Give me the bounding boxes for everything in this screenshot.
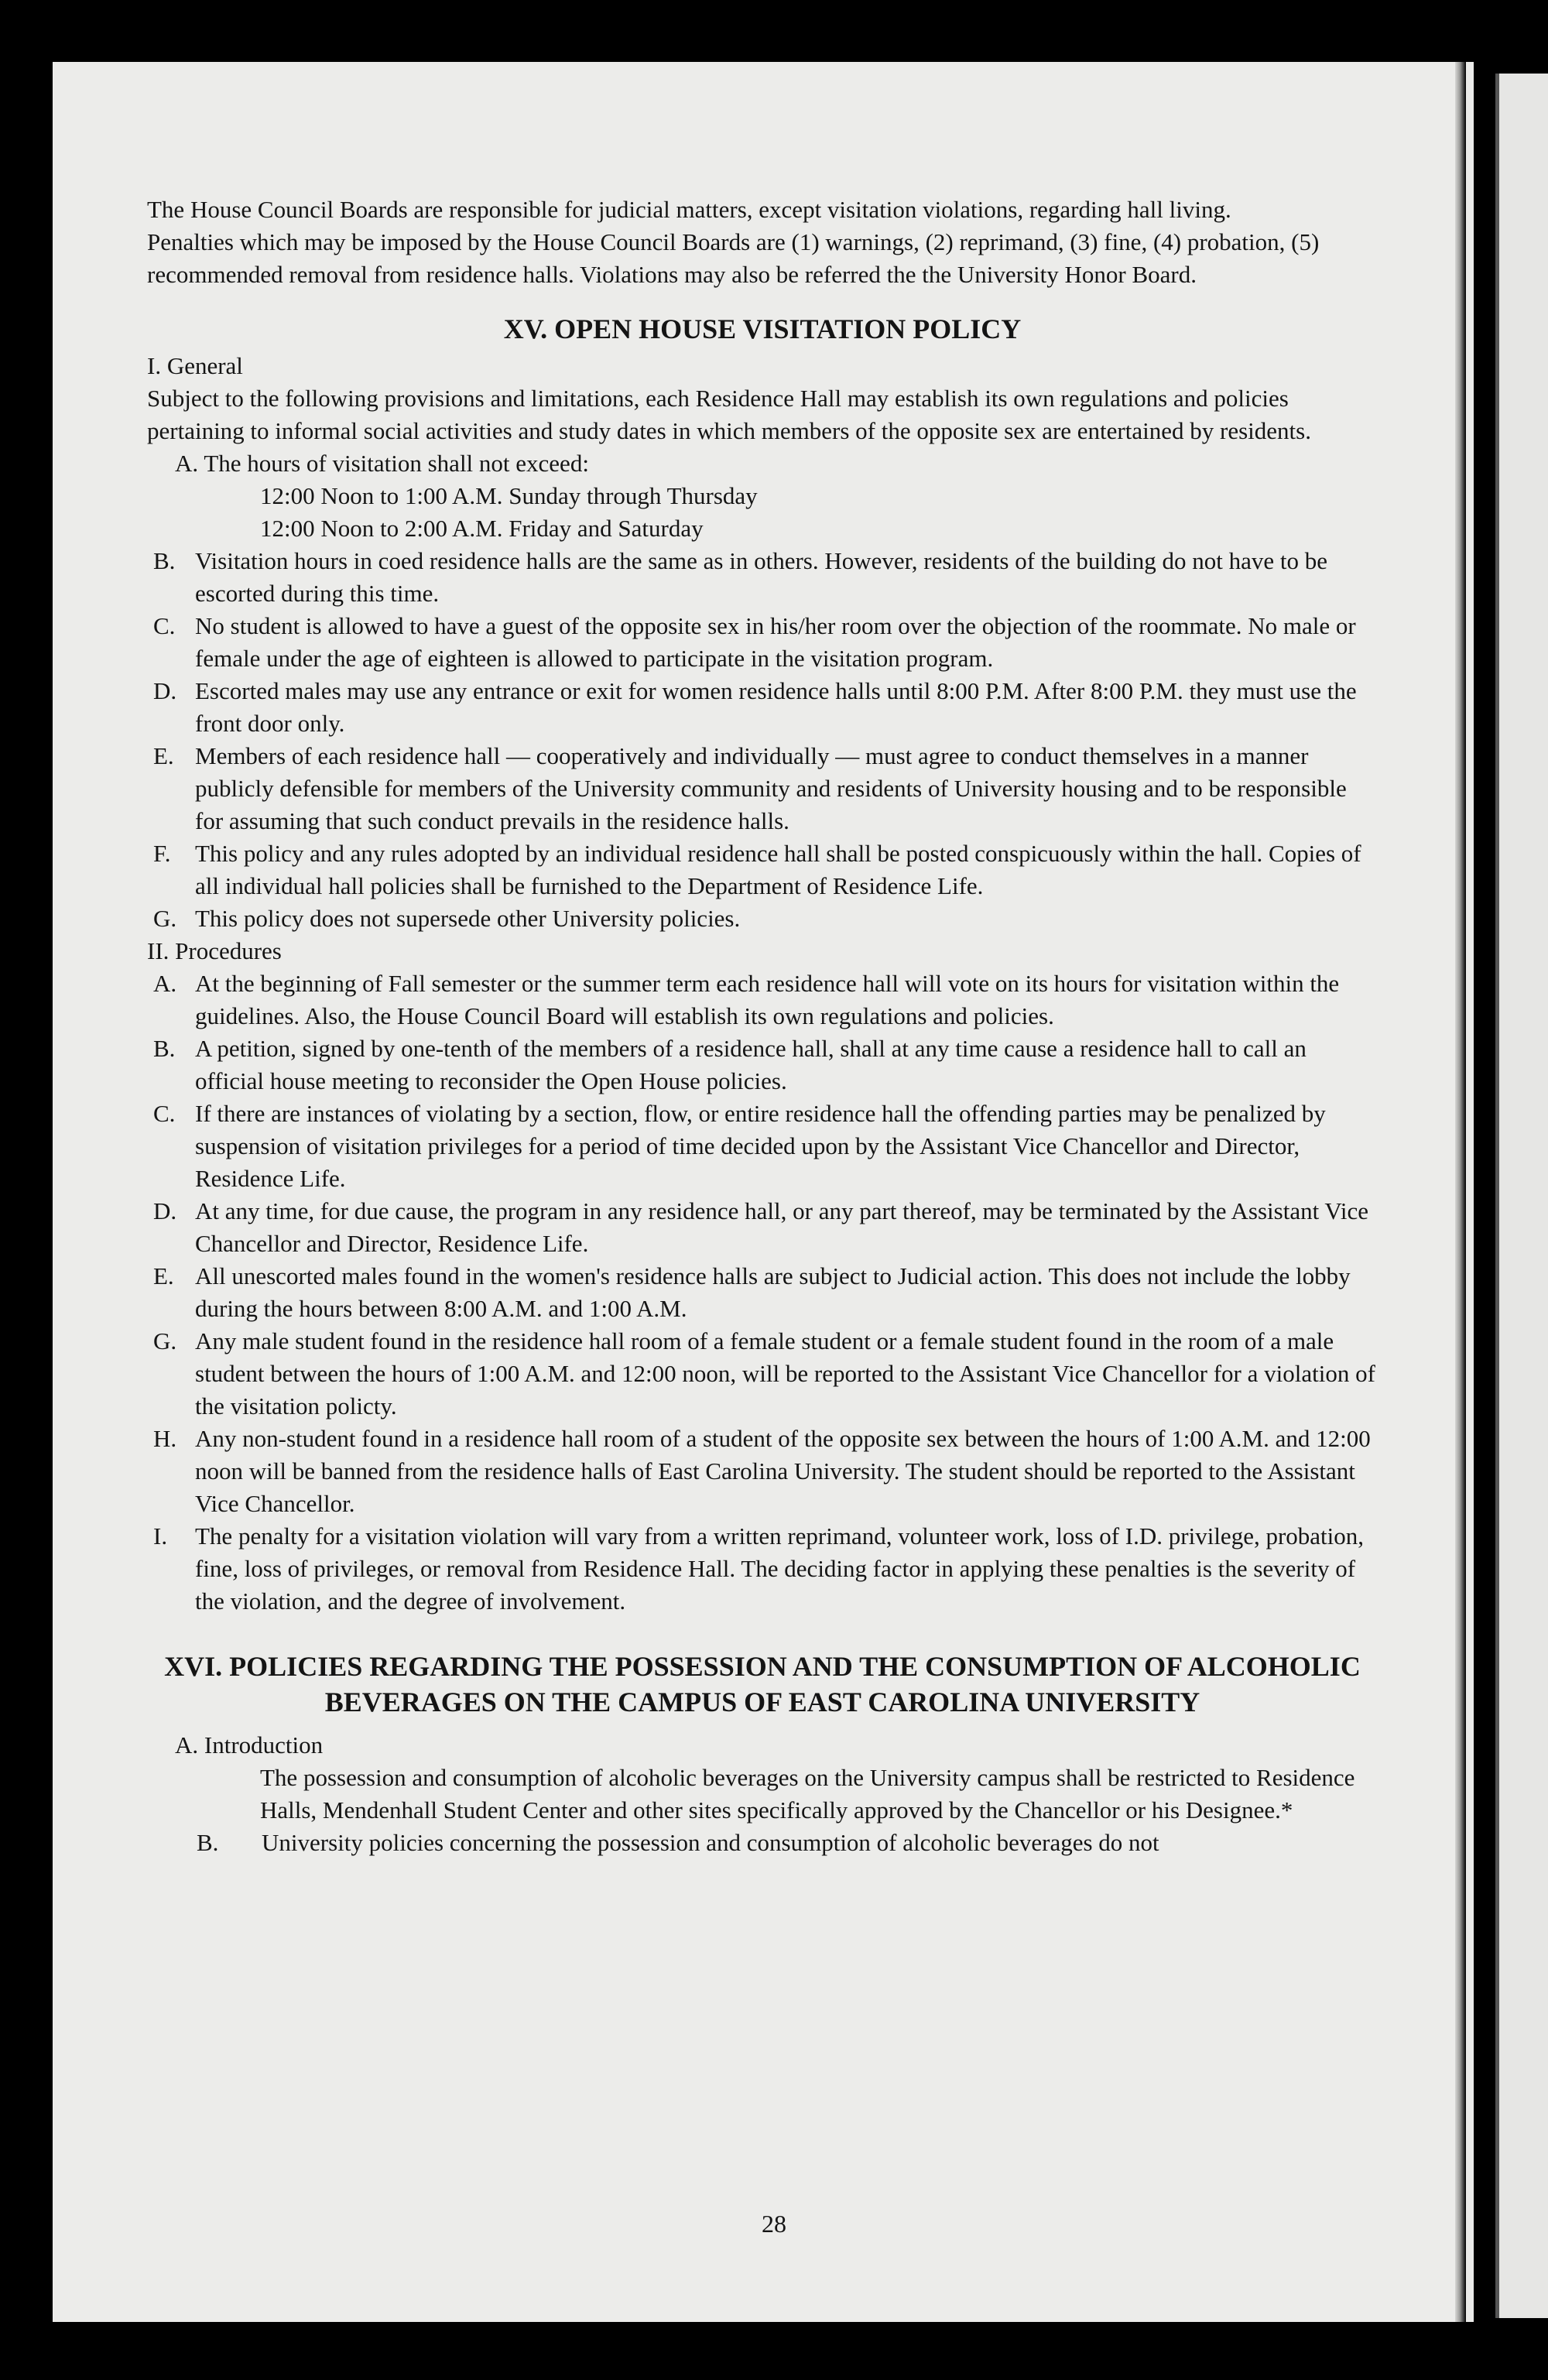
item-label: B. xyxy=(153,1035,176,1062)
adjacent-page-strip xyxy=(1495,74,1548,2318)
page-number: 28 xyxy=(762,2210,786,2238)
introduction-paragraph: The possession and consumption of alcoholic beverages on the University campus shall be restricted to Residence Halls, Mendenhall Student Center and other sites specifically approved by the Chancellor or his Designee.* xyxy=(260,1764,1355,1824)
item-text: Members of each residence hall — cooperatively and individually — must agree to conduct themselves in a manner publicly defensible for members of the University community and residents of University housing and to be responsible for assuming that such conduct prevails in the residence halls. xyxy=(195,742,1347,834)
item-text: Any non-student found in a residence hall room of a student of the opposite sex between the hours of 1:00 A.M. and 12:00 noon will be banned from the residence halls of East Carolina University. The student should be reported to the Assistant Vice Chancellor. xyxy=(195,1425,1371,1517)
list-item xyxy=(153,545,1378,610)
list-item xyxy=(153,967,1378,1032)
item-text: This policy and any rules adopted by an individual residence hall shall be posted conspicuously within the hall. Copies of all individual hall policies shall be furnished to the Department of Residence Life. xyxy=(195,840,1361,899)
item-text: No student is allowed to have a guest of the opposite sex in his/her room over the objection of the roommate. No male or female under the age of eighteen is allowed to participate in the visitation program. xyxy=(195,612,1356,672)
intro-paragraph-1: The House Council Boards are responsible for judicial matters, except visitation violations, regarding hall living. xyxy=(147,196,1231,223)
list-item xyxy=(153,1325,1378,1423)
item-text: The penalty for a visitation violation will vary from a written reprimand, volunteer work, loss of I.D. privilege, probation, fine, loss of privileges, or removal from Residence Hall. The deciding factor in applying these penalties is the severity of the violation, and the degree of involvement. xyxy=(195,1522,1365,1615)
page-edge-shadow xyxy=(1455,62,1466,2322)
item-text: Visitation hours in coed residence halls are the same as in others. However, residents of the building do not have to be escorted during this time. xyxy=(195,547,1327,607)
item-label: D. xyxy=(153,677,177,704)
list-item xyxy=(153,1032,1378,1098)
page-text xyxy=(147,193,1378,1859)
list-item xyxy=(153,902,1378,935)
item-text: Any male student found in the residence hall room of a female student or a female student found in the room of a male student between the hours of 1:00 A.M. and 12:00 noon, will be reported to the Assistant Vice Chancellor for a violation of the visitation policty. xyxy=(195,1327,1375,1419)
procedures-list xyxy=(147,967,1378,1618)
list-item xyxy=(153,837,1378,902)
item-label: F. xyxy=(153,840,171,867)
item-label: H. xyxy=(153,1425,177,1452)
item-label: G. xyxy=(153,1327,177,1354)
procedures-heading: II. Procedures xyxy=(147,937,282,964)
item-text: University policies concerning the possession and consumption of alcoholic beverages do not xyxy=(262,1829,1159,1856)
general-items-list xyxy=(147,545,1378,935)
hours-line: 12:00 Noon to 2:00 A.M. Friday and Saturday xyxy=(260,515,704,542)
list-item xyxy=(153,1098,1378,1195)
list-item xyxy=(153,610,1378,675)
item-label: C. xyxy=(153,1100,176,1127)
list-item xyxy=(153,1195,1378,1260)
item-label: C. xyxy=(153,612,176,639)
list-item xyxy=(153,740,1378,837)
item-label: B. xyxy=(153,547,176,574)
list-item xyxy=(153,1520,1378,1618)
item-label: E. xyxy=(153,1262,174,1289)
hours-intro: A. The hours of visitation shall not exceed: xyxy=(175,450,589,477)
section-16-heading: XVI. POLICIES REGARDING THE POSSESSION AND THE CONSUMPTION OF ALCOHOLIC BEVERAGES ON THE CAMPUS OF EAST CAROLINA UNIVERSITY xyxy=(164,1651,1361,1717)
list-item xyxy=(153,1423,1378,1520)
alcohol-policy-list xyxy=(147,1827,1378,1859)
general-paragraph: Subject to the following provisions and limitations, each Residence Hall may establish its own regulations and policies pertaining to informal social activities and study dates in which members of the opposite sex are entertained by residents. xyxy=(147,385,1311,444)
item-label: B. xyxy=(197,1829,219,1856)
item-text: This policy does not supersede other University policies. xyxy=(195,905,741,932)
intro-paragraph-2: Penalties which may be imposed by the House Council Boards are (1) warnings, (2) reprimand, (3) fine, (4) probation, (5) recommended removal from residence halls. Violations may also be referred the the University Honor Board. xyxy=(147,228,1320,288)
item-text: All unescorted males found in the women's residence halls are subject to Judicial action. This does not include the lobby during the hours between 8:00 A.M. and 1:00 A.M. xyxy=(195,1262,1351,1322)
list-item xyxy=(153,1827,1378,1859)
list-item xyxy=(153,1260,1378,1325)
item-label: E. xyxy=(153,742,174,769)
item-label: A. xyxy=(153,970,177,997)
section-15-heading: XV. OPEN HOUSE VISITATION POLICY xyxy=(503,313,1022,344)
item-label: G. xyxy=(153,905,177,932)
item-text: Escorted males may use any entrance or exit for women residence halls until 8:00 P.M. After 8:00 P.M. they must use the front door only. xyxy=(195,677,1357,737)
item-text: At the beginning of Fall semester or the summer term each residence hall will vote on its hours for visitation within the guidelines. Also, the House Council Board will establish its own regulations and policies. xyxy=(195,970,1340,1029)
item-label: I. xyxy=(153,1522,168,1550)
item-text: If there are instances of violating by a section, flow, or entire residence hall the offending parties may be penalized by suspension of visitation privileges for a period of time decided upon by the Assistant Vice Chancellor and Director, Residence Life. xyxy=(195,1100,1326,1192)
item-text: At any time, for due cause, the program in any residence hall, or any part thereof, may be terminated by the Assistant Vice Chancellor and Director, Residence Life. xyxy=(195,1197,1369,1257)
general-heading: I. General xyxy=(147,352,243,379)
list-item xyxy=(153,675,1378,740)
hours-line: 12:00 Noon to 1:00 A.M. Sunday through Thursday xyxy=(260,482,758,509)
item-text: A petition, signed by one-tenth of the members of a residence hall, shall at any time cause a residence hall to call an official house meeting to reconsider the Open House policies. xyxy=(195,1035,1307,1094)
introduction-heading: A. Introduction xyxy=(175,1731,324,1758)
item-label: D. xyxy=(153,1197,177,1224)
